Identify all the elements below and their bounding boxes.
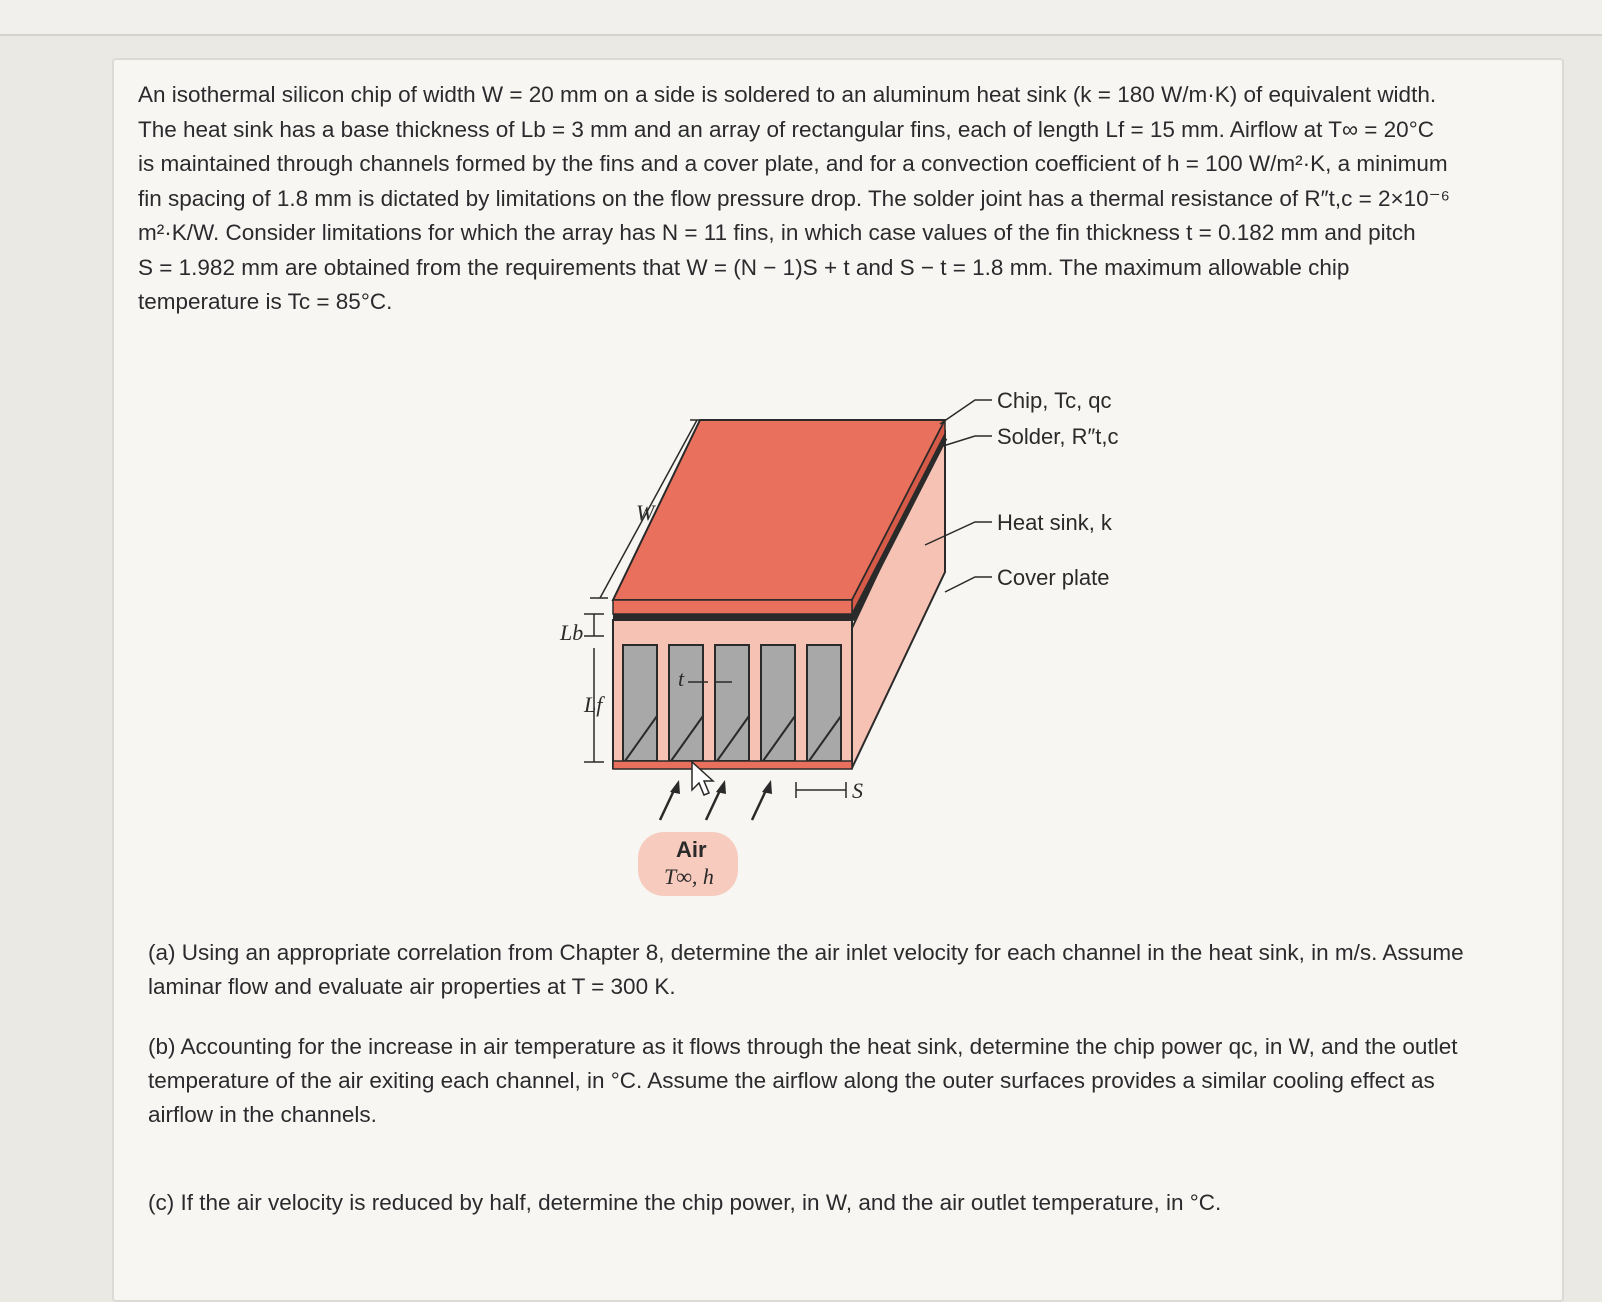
intro-line: fin spacing of 1.8 mm is dictated by limitations on the flow pressure drop. The solder joint has a thermal resistance of R″t,c = 2×10⁻⁶	[138, 185, 1450, 211]
question-b-line: temperature of the air exiting each channel, in °C. Assume the airflow along the outer surfaces provides a similar cooling effect as	[148, 1068, 1435, 1093]
cover-leader	[945, 577, 992, 592]
intro-line: An isothermal silicon chip of width W = 20 mm on a side is soldered to an aluminum heat sink (k = 180 W/m·K) of equivalent width.	[138, 82, 1437, 107]
fin-gap	[761, 645, 795, 761]
question-a	[148, 936, 1528, 1004]
chip-callout: Chip, Tc, qc	[997, 388, 1112, 413]
question-c	[148, 1186, 1528, 1220]
question-b-line: (b) Accounting for the increase in air temperature as it flows through the heat sink, determine the chip power qc, in W, and the outlet	[148, 1034, 1458, 1059]
intro-line: The heat sink has a base thickness of Lb = 3 mm and an array of rectangular fins, each of length Lf = 15 mm. Airflow at T∞ = 20°C	[138, 116, 1434, 142]
fin-channels	[623, 645, 841, 761]
airflow-arrows	[660, 780, 772, 820]
fin-gap	[807, 645, 841, 761]
lf-label: Lf	[584, 692, 603, 717]
chip-front-edge	[613, 600, 852, 614]
intro-line: temperature is Tc = 85°C.	[138, 289, 393, 314]
question-b-line: airflow in the channels.	[148, 1102, 377, 1127]
intro-line: is maintained through channels formed by the fins and a cover plate, and for a convection coefficient of h = 100 W/m²·K, a minimum	[138, 151, 1448, 176]
intro-line: m²·K/W. Consider limitations for which the array has N = 11 fins, in which case values of the fin thickness t = 0.182 mm and pitch	[138, 220, 1416, 245]
s-label: S	[852, 778, 863, 803]
t-label: t	[678, 666, 685, 691]
solder-leader	[943, 436, 992, 446]
intro-line: S = 1.982 mm are obtained from the requirements that W = (N − 1)S + t and S − t = 1.8 mm. The maximum allowable chip	[138, 254, 1350, 280]
fin-gap	[623, 645, 657, 761]
cover-plate-callout: Cover plate	[997, 565, 1110, 590]
air-conditions: T∞, h	[664, 864, 714, 889]
chip-leader	[940, 400, 992, 424]
question-a-line: (a) Using an appropriate correlation from Chapter 8, determine the air inlet velocity for each channel in the heat sink, in m/s. Assume	[148, 940, 1464, 965]
cover-plate	[613, 761, 852, 769]
w-label: W	[636, 500, 655, 525]
fin-gap	[715, 645, 749, 761]
air-label: Air	[676, 837, 707, 862]
lb-label: Lb	[560, 620, 584, 645]
solder-callout: Solder, R″t,c	[997, 424, 1119, 449]
question-a-line: laminar flow and evaluate air properties at T = 300 K.	[148, 974, 676, 999]
heatsink-callout: Heat sink, k	[997, 510, 1112, 535]
question-b	[148, 1030, 1528, 1132]
question-c-line: (c) If the air velocity is reduced by half, determine the chip power, in W, and the air outlet temperature, in °C.	[148, 1190, 1222, 1215]
fin-gap	[669, 645, 703, 761]
